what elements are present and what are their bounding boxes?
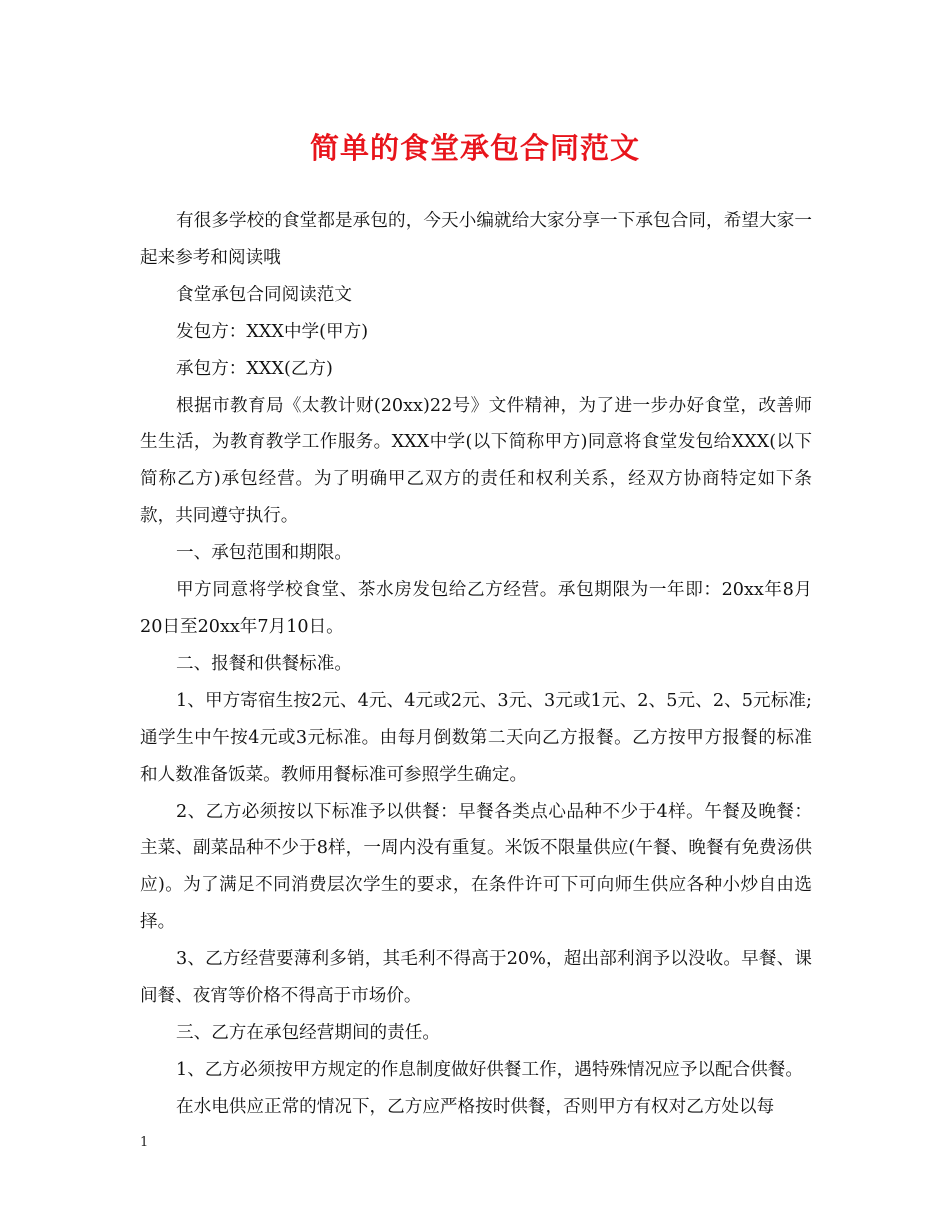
issuer-paragraph: 发包方：XXX中学(甲方): [176, 321, 369, 342]
contractor-paragraph: 承包方：XXX(乙方): [176, 358, 333, 379]
clause-2-3: 3、乙方经营要薄利多销，其毛利不得高于20%，超出部利润予以没收。早餐、课间餐、夜宵等价格不得高于市场价。: [140, 949, 812, 1007]
clause-3-1: 1、乙方必须按甲方规定的作息制度做好供餐工作，遇特殊情况应予以配合供餐。: [176, 1059, 803, 1080]
basis-paragraph: 根据市教育局《太教计财(20xx)22号》文件精神，为了进一步办好食堂，改善师生生活，为教育教学工作服务。XXX中学(以下简称甲方)同意将食堂发包给XXX(以下简称乙方)承包经营。为了明确甲乙双方的责任和权利关系，经双方协商特定如下条款，共同遵守执行。: [140, 395, 812, 527]
clause-2-1: 1、甲方寄宿生按2元、4元、4元或2元、3元、3元或1元、2、5元、2、5元标准;通学生中午按4元或3元标准。由每月倒数第二天向乙方报餐。乙方按甲方报餐的标准和人数准备饭菜。教师用餐标准可参照学生确定。: [140, 690, 812, 785]
section-heading-2: 二、报餐和供餐标准。: [176, 653, 352, 674]
subtitle-paragraph: 食堂承包合同阅读范文: [176, 284, 352, 305]
section-heading-1: 一、承包范围和期限。: [176, 543, 352, 564]
clause-2-2: 2、乙方必须按以下标准予以供餐：早餐各类点心品种不少于4样。午餐及晚餐：主菜、副菜品种不少于8样，一周内没有重复。米饭不限量供应(午餐、晚餐有免费汤供应)。为了满足不同消费层次学生的要求，在条件许可下可向师生供应各种小炒自由选择。: [140, 801, 812, 933]
intro-paragraph: 有很多学校的食堂都是承包的，今天小编就给大家分享一下承包合同，希望大家一起来参考和阅读哦: [140, 211, 812, 268]
section-heading-3: 三、乙方在承包经营期间的责任。: [176, 1022, 440, 1043]
clause-3-continuation: 在水电供应正常的情况下，乙方应严格按时供餐，否则甲方有权对乙方处以每: [176, 1096, 775, 1117]
page-number: 1: [140, 1135, 149, 1150]
document-title: 简单的食堂承包合同范文: [309, 131, 640, 165]
term-paragraph: 甲方同意将学校食堂、茶水房发包给乙方经营。承包期限为一年即：20xx年8月20日至20xx年7月10日。: [140, 580, 812, 637]
document-body: [140, 203, 812, 1126]
